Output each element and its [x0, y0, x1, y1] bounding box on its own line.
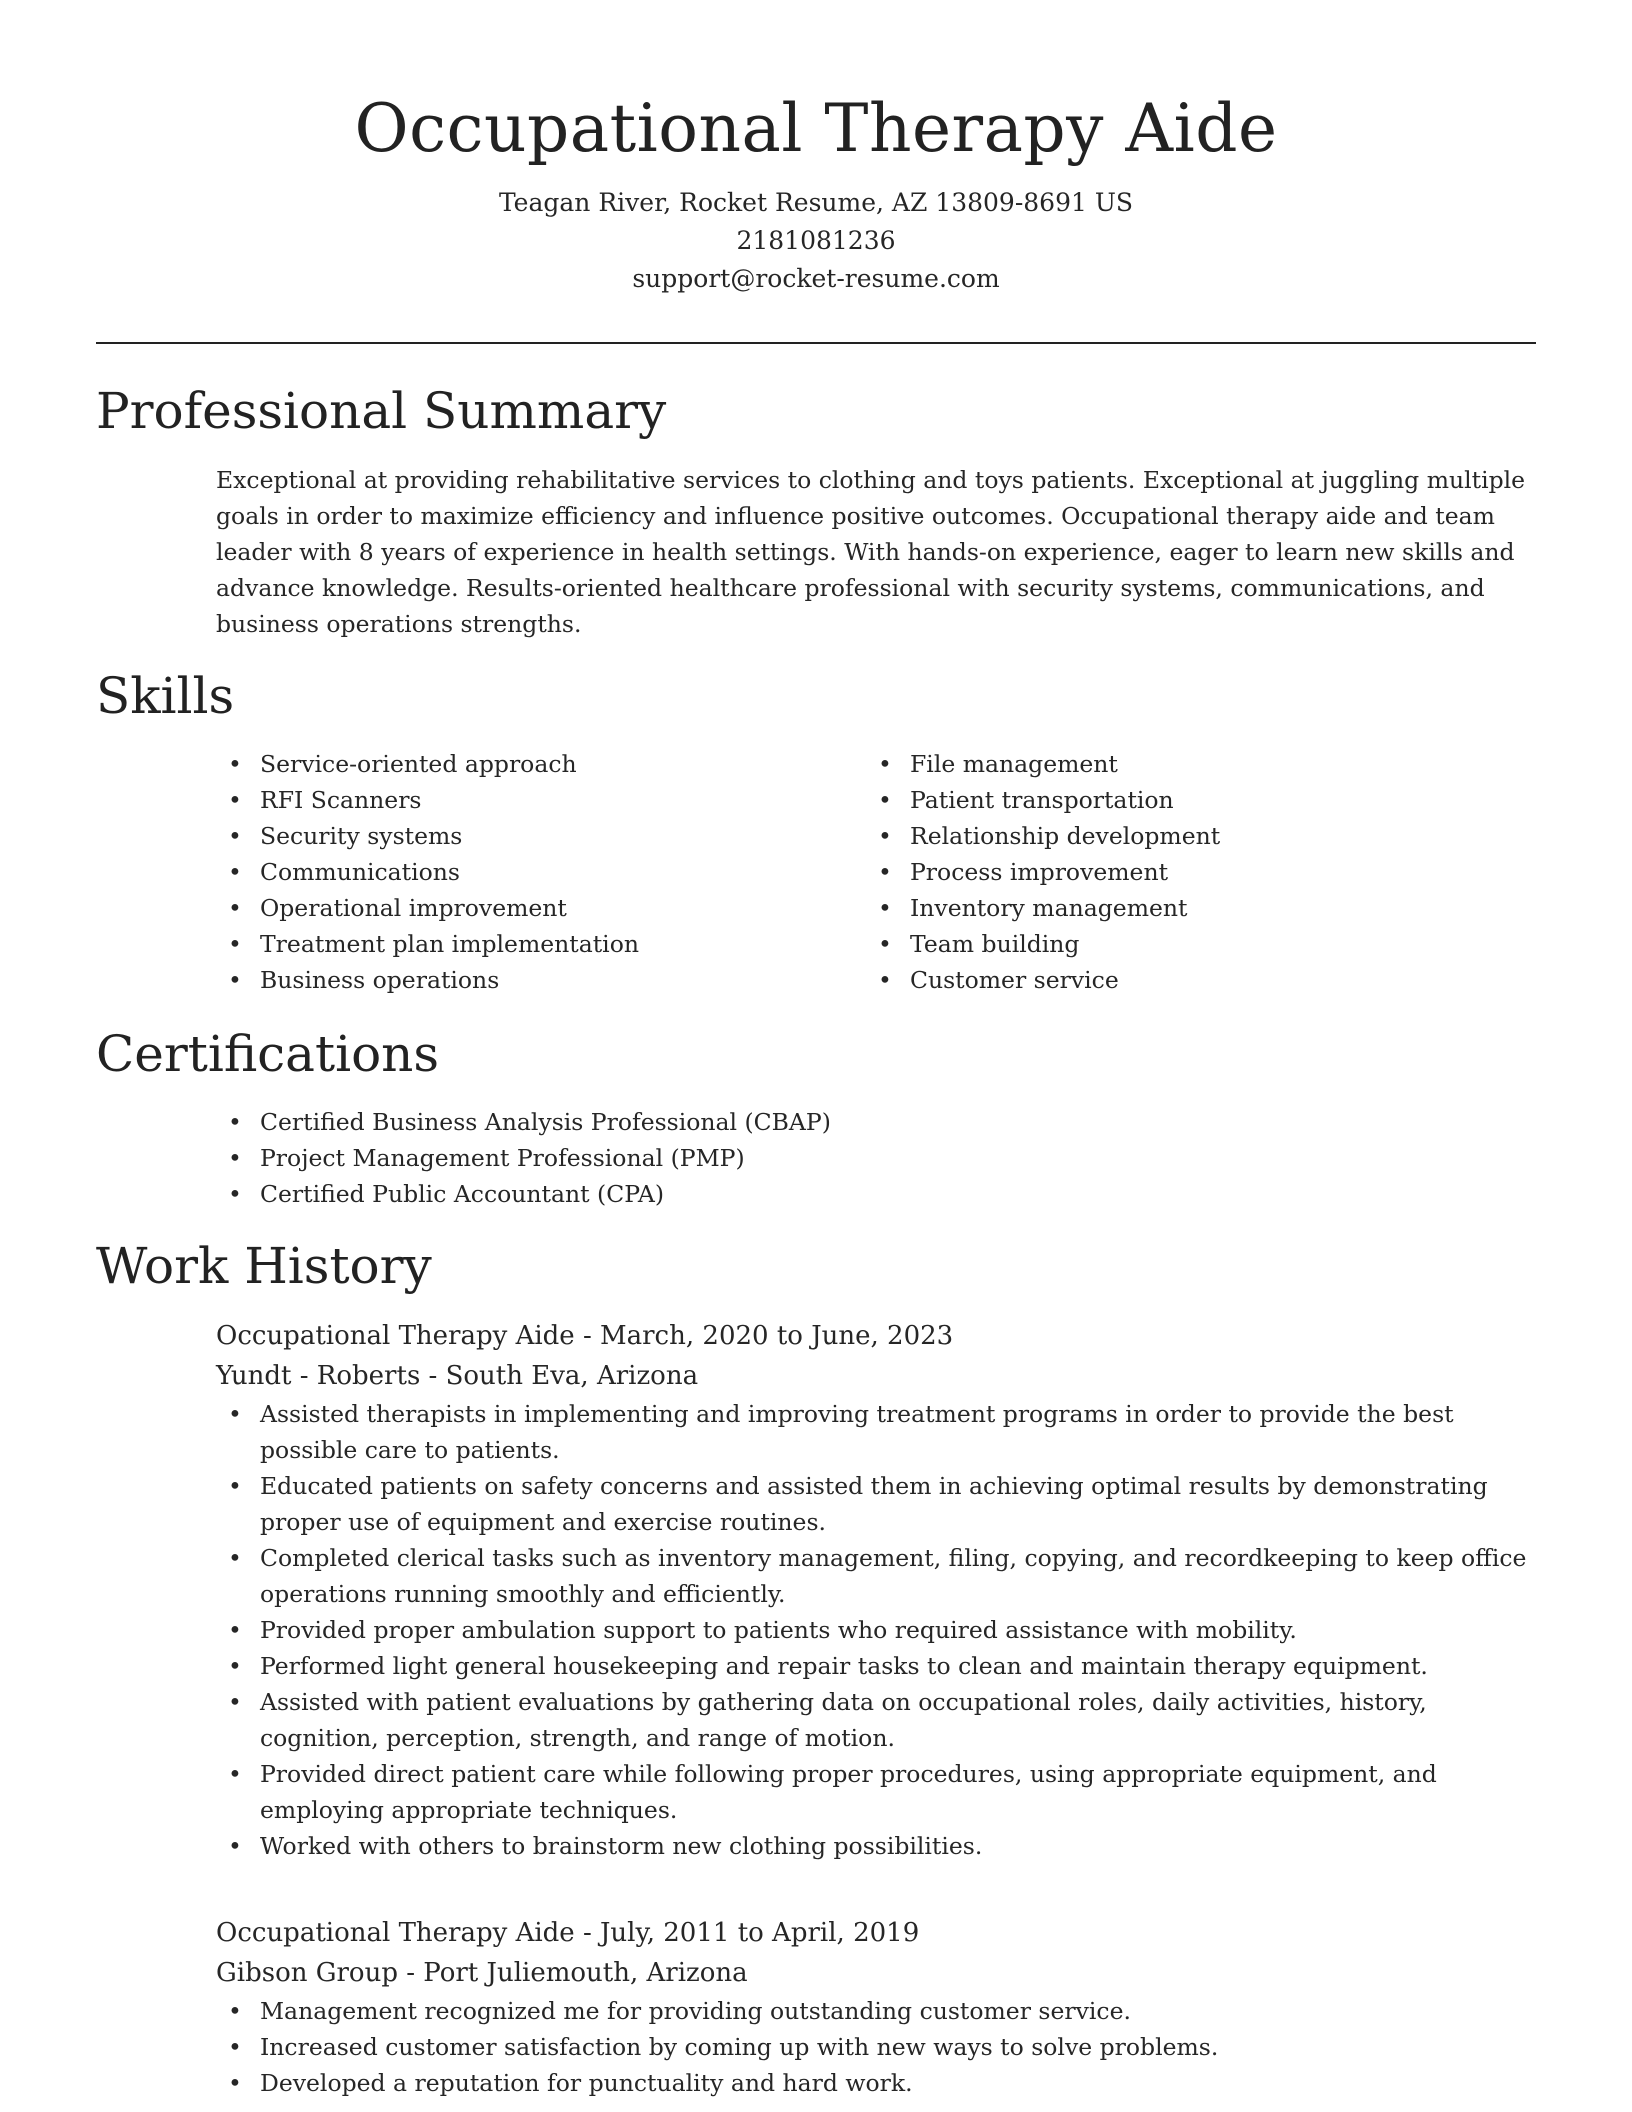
- skills-list-left: [216, 746, 856, 998]
- skill-item: • Operational improvement: [228, 894, 567, 922]
- skill-item: • Inventory management: [878, 894, 1188, 922]
- job-duty-item: • Worked with others to brainstorm new clothing possibilities.: [228, 1832, 983, 1860]
- contact-email: support@rocket-resume.com: [632, 264, 1000, 293]
- skills-list-right: [866, 746, 1506, 998]
- skill-item: • RFI Scanners: [228, 786, 422, 814]
- job-duty-item: • Assisted therapists in implementing and improving treatment programs in order to provide the best possible care to patients.: [228, 1400, 1454, 1464]
- certifications-list: [216, 1104, 1216, 1212]
- job-duty-item: • Developed a reputation for punctuality and hard work.: [228, 2069, 913, 2097]
- skill-item: • Treatment plan implementation: [228, 930, 639, 958]
- job-entry: [216, 1913, 1536, 2101]
- certifications-heading: Certifications: [96, 1025, 440, 1083]
- skill-item: • Team building: [878, 930, 1080, 958]
- job-title-dates: Occupational Therapy Aide - July, 2011 to April, 2019: [216, 1918, 920, 1948]
- contact-address: Teagan River, Rocket Resume, AZ 13809-8691 US: [498, 188, 1134, 217]
- job-duties-list: [216, 1396, 1536, 1864]
- header-divider: [96, 342, 1536, 344]
- job-duty-item: • Provided direct patient care while following proper procedures, using appropriate equipment, and employing appropriate techniques.: [228, 1760, 1437, 1824]
- skill-item: • Relationship development: [878, 822, 1221, 850]
- skill-item: • Communications: [228, 858, 460, 886]
- resume-name: Occupational Therapy Aide: [354, 90, 1278, 167]
- skill-item: • Customer service: [878, 966, 1119, 994]
- job-duty-item: • Provided proper ambulation support to patients who required assistance with mobility.: [228, 1616, 1297, 1644]
- skills-heading: Skills: [96, 667, 235, 725]
- certification-item: • Project Management Professional (PMP): [228, 1144, 745, 1172]
- certification-item: • Certified Public Accountant (CPA): [228, 1180, 664, 1208]
- work-history-heading: Work History: [96, 1237, 432, 1295]
- skill-item: • Process improvement: [878, 858, 1169, 886]
- job-duty-item: • Completed clerical tasks such as inventory management, filing, copying, and recordkeeping to keep office operations running smoothly and efficiently.: [228, 1544, 1527, 1608]
- contact-info: [0, 184, 1632, 298]
- skill-item: • Security systems: [228, 822, 463, 850]
- job-entry: [216, 1316, 1536, 1864]
- job-duty-item: • Increased customer satisfaction by coming up with new ways to solve problems.: [228, 2033, 1219, 2061]
- job-employer-location: Gibson Group - Port Juliemouth, Arizona: [216, 1958, 748, 1988]
- skill-item: • Business operations: [228, 966, 500, 994]
- job-duty-item: • Performed light general housekeeping and repair tasks to clean and maintain therapy equipment.: [228, 1652, 1428, 1680]
- skill-item: • File management: [878, 750, 1118, 778]
- job-title-dates: Occupational Therapy Aide - March, 2020 to June, 2023: [216, 1321, 954, 1351]
- skill-item: • Service-oriented approach: [228, 750, 577, 778]
- job-duty-item: • Assisted with patient evaluations by gathering data on occupational roles, daily activities, history, cognition, perception, strength, and range of motion.: [228, 1688, 1427, 1752]
- contact-phone: 2181081236: [736, 226, 896, 255]
- job-duties-list: [216, 1993, 1536, 2101]
- resume-header: [0, 0, 1632, 298]
- skill-item: • Patient transportation: [878, 786, 1174, 814]
- summary-heading: Professional Summary: [96, 382, 667, 440]
- job-employer-location: Yundt - Roberts - South Eva, Arizona: [216, 1361, 699, 1391]
- certification-item: • Certified Business Analysis Professional (CBAP): [228, 1108, 831, 1136]
- summary-text: Exceptional at providing rehabilitative services to clothing and toys patients. Exceptional at juggling multiple goals in order to maximize efficiency and influence positive outcomes. Occupational therapy aide and team leader with 8 years of experience in health settings. With hands-on experience, eager to learn new skills and advance knowledge. Results-oriented healthcare professional with security systems, communications, and business operations strengths.: [216, 466, 1526, 638]
- job-duty-item: • Educated patients on safety concerns and assisted them in achieving optimal results by demonstrating proper use of equipment and exercise routines.: [228, 1472, 1488, 1536]
- job-duty-item: • Management recognized me for providing outstanding customer service.: [228, 1997, 1131, 2025]
